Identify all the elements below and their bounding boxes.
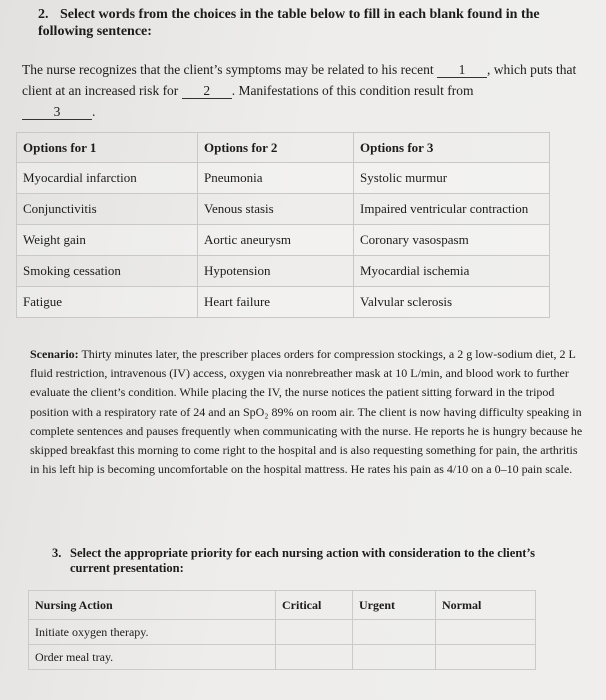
options-header-2: Options for 2 [198,133,354,163]
priority-header-normal: Normal [436,591,536,620]
nursing-action: Initiate oxygen therapy. [29,620,276,645]
options-table [16,132,550,318]
blank-3[interactable]: 3 [22,105,92,120]
priority-urgent-cell[interactable] [353,620,436,645]
question-3-text-line-2: current presentation: [70,561,184,575]
scenario-label: Scenario: [30,347,79,361]
blank-2[interactable]: 2 [182,84,232,99]
option-cell[interactable]: Valvular sclerosis [354,287,550,318]
priority-critical-cell[interactable] [276,620,353,645]
priority-table [28,590,536,670]
question-2-heading [38,6,598,40]
table-row [29,645,536,670]
option-cell[interactable]: Hypotension [198,256,354,287]
sentence-part-2: , which puts that client at an increased risk for [22,62,577,98]
option-cell[interactable]: Coronary vasospasm [354,225,550,256]
table-row [29,620,536,645]
question-3-number: 3. [52,546,62,560]
question-2-number: 2. [38,7,49,22]
option-cell[interactable]: Myocardial ischemia [354,256,550,287]
priority-normal-cell[interactable] [436,645,536,670]
option-cell[interactable]: Fatigue [17,287,198,318]
priority-header-critical: Critical [276,591,353,620]
question-3-heading [52,546,572,576]
option-cell[interactable]: Venous stasis [198,194,354,225]
options-header-row [17,133,550,163]
table-row [17,256,550,287]
option-cell[interactable]: Smoking cessation [17,256,198,287]
scenario-text: Thirty minutes later, the prescriber places orders for compression stockings, a 2 g low-sodium diet, 2 L fluid restriction, intravenous (IV) access, oxygen via nonrebreather mask at 10 L/min, and blood work to further evaluate the client’s condition. While placing the IV, the nurse notices the patient sitting forward in the tripod position with a respiratory rate of 24 and an SpO₂ 89% on room air. The client is now having difficulty speaking in complete sentences and pauses frequently when communicating with the nurse. He reports he is hungry because he skipped breakfast this morning to come right to the hospital and is also requesting something for pain, the arthritis in his left hip is becoming uncomfortable on the hospital mattress. He rates his pain as 4/10 on a 0–10 pain scale. [30,347,583,477]
fill-in-sentence [22,59,592,122]
priority-normal-cell[interactable] [436,620,536,645]
priority-urgent-cell[interactable] [353,645,436,670]
option-cell[interactable]: Impaired ventricular contraction [354,194,550,225]
options-header-1: Options for 1 [17,133,198,163]
priority-critical-cell[interactable] [276,645,353,670]
question-2-text: Select words from the choices in the table below to fill in each blank found in the following sentence: [38,7,540,39]
priority-header-action: Nursing Action [29,591,276,620]
sentence-end: . [92,104,96,119]
sentence-part-1: The nurse recognizes that the client’s symptoms may be related to his recent [22,62,434,77]
question-3-text-line-1: Select the appropriate priority for each nursing action with consideration to the client’s [70,546,536,560]
option-cell[interactable]: Aortic aneurysm [198,225,354,256]
option-cell[interactable]: Pneumonia [198,163,354,194]
table-row [17,194,550,225]
table-row [17,225,550,256]
option-cell[interactable]: Conjunctivitis [17,194,198,225]
options-header-3: Options for 3 [354,133,550,163]
option-cell[interactable]: Heart failure [198,287,354,318]
priority-header-row [29,591,536,620]
option-cell[interactable]: Myocardial infarction [17,163,198,194]
table-row [17,163,550,194]
scenario-paragraph [30,345,588,479]
nursing-action: Order meal tray. [29,645,276,670]
blank-1[interactable]: 1 [437,63,487,78]
option-cell[interactable]: Weight gain [17,225,198,256]
table-row [17,287,550,318]
priority-header-urgent: Urgent [353,591,436,620]
option-cell[interactable]: Systolic murmur [354,163,550,194]
sentence-part-3: . Manifestations of this condition result from [231,83,474,98]
